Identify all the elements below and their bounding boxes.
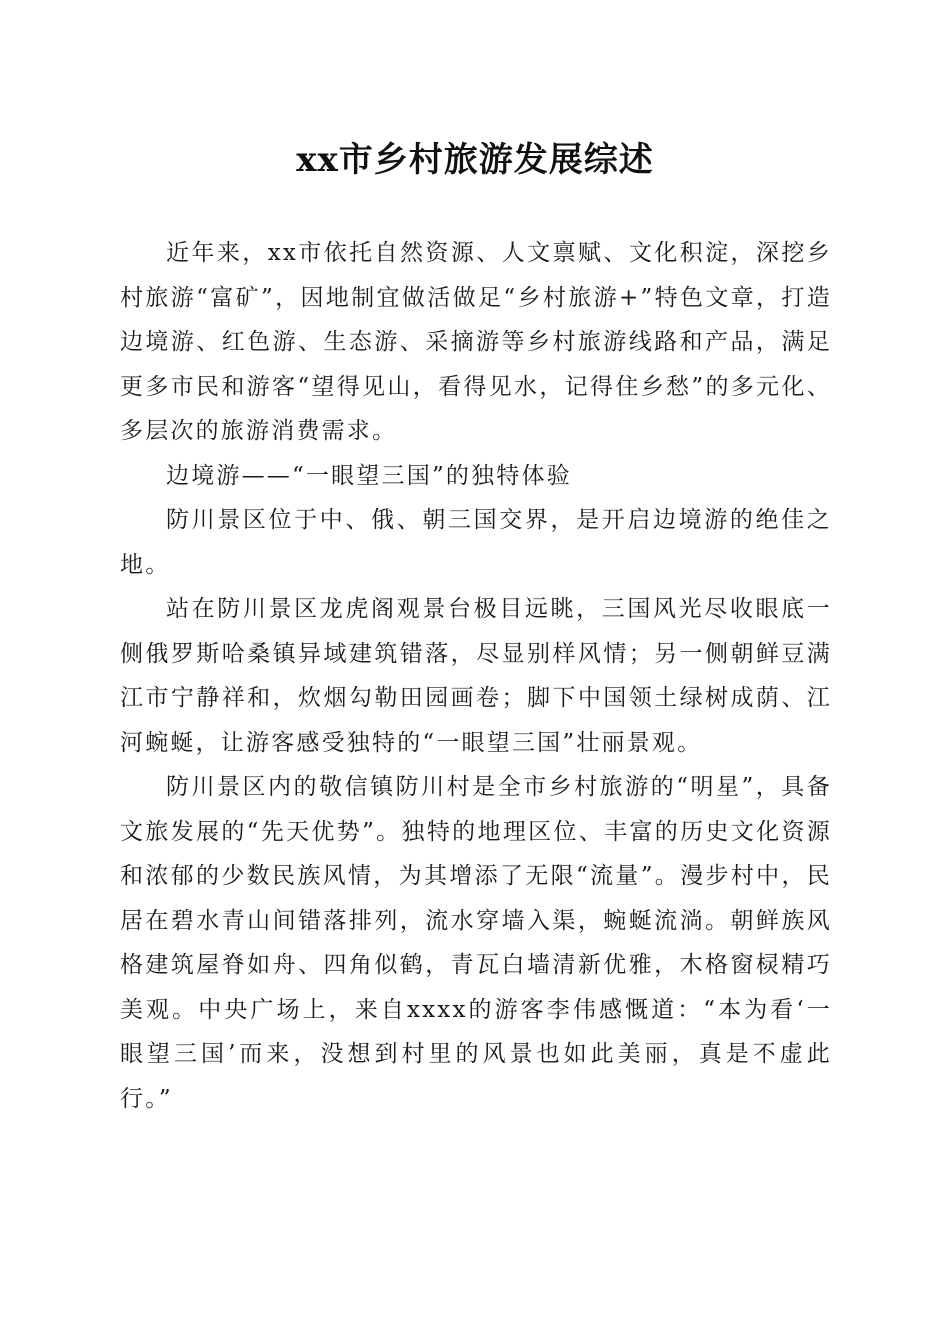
paragraph-fangchuan-village: 防川景区内的敬信镇防川村是全市乡村旅游的“明星”，具备文旅发展的“先天优势”。独特的地理区位、丰富的历史文化资源和浓郁的少数民族风情，为其增添了无限“流量”。漫步村中，民居在碧水青山间错落排列，流水穿墙入渠，蜿蜒流淌。朝鲜族风格建筑屋脊如舟、四角似鹤，青瓦白墙清新优雅，木格窗棂精巧美观。中央广场上，来自xxxx的游客李伟感慨道：“本为看‘一眼望三国’而来，没想到村里的风景也如此美丽，真是不虚此行。” [120, 774, 832, 1112]
document-title: xx市乡村旅游发展综述 [296, 140, 654, 180]
document-body [120, 231, 832, 1121]
paragraph-observation-deck: 站在防川景区龙虎阁观景台极目远眺，三国风光尽收眼底一侧俄罗斯哈桑镇异域建筑错落，尽显别样风情；另一侧朝鲜豆满江市宁静祥和，炊烟勾勒田园画卷；脚下中国领土绿树成荫、江河蜿蜒，让游客感受独特的“一眼望三国”壮丽景观。 [120, 596, 832, 756]
paragraph-fangchuan-location: 防川景区位于中、俄、朝三国交界，是开启边境游的绝佳之地。 [120, 507, 832, 578]
section-heading-border-tour: 边境游——“一眼望三国”的独特体验 [166, 462, 572, 489]
paragraph-intro: 近年来，xx市依托自然资源、人文禀赋、文化积淀，深挖乡村旅游“富矿”，因地制宜做活做足“乡村旅游+”特色文章，打造边境游、红色游、生态游、采摘游等乡村旅游线路和产品，满足更多市民和游客“望得见山，看得见水，记得住乡愁”的多元化、多层次的旅游消费需求。 [120, 240, 832, 444]
